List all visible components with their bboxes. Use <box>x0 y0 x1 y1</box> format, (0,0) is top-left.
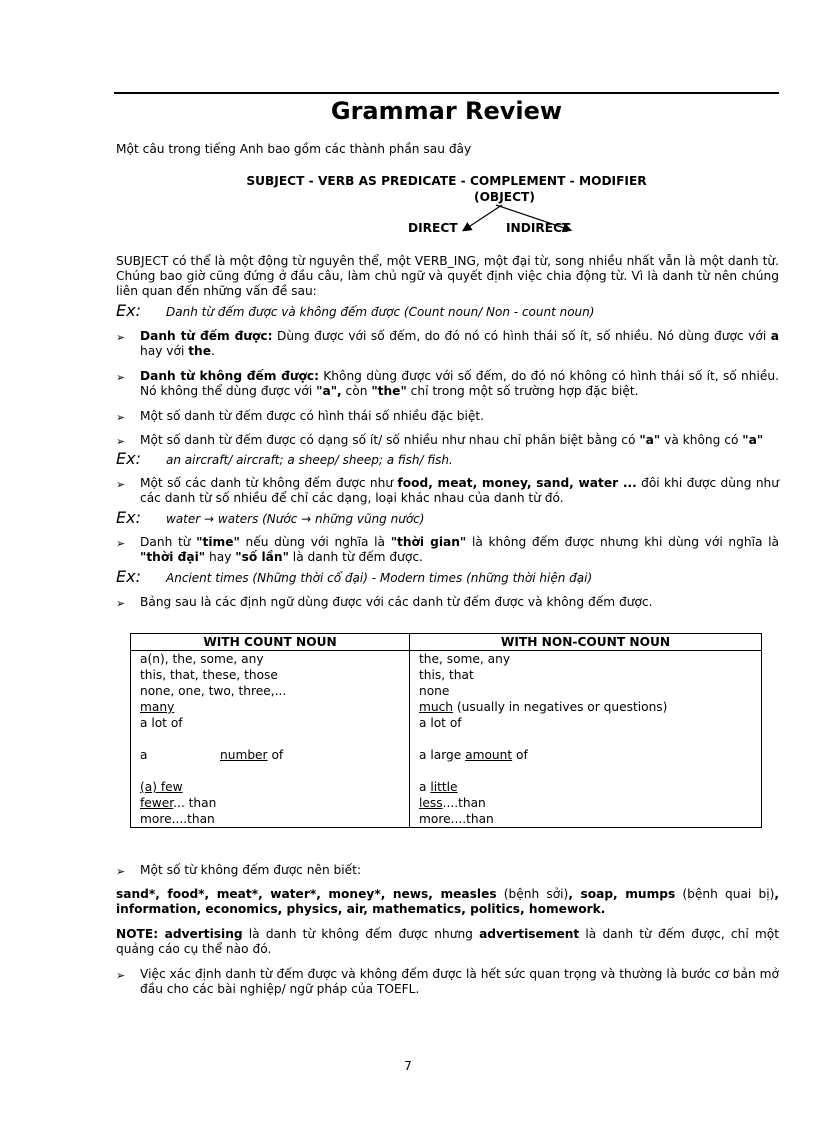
page-title: Grammar Review <box>330 97 563 125</box>
header-noncount: WITH NON-COUNT NOUN <box>410 634 762 651</box>
bullet-icon: ➢ <box>116 411 126 424</box>
formula: SUBJECT - VERB AS PREDICATE - COMPLEMENT - MODIFIER <box>246 174 647 188</box>
note-paragraph: NOTE: advertising là danh từ không đếm được nhưng advertisement là danh từ đếm được, chỉ một quảng cáo cụ thể nào đó. <box>116 927 779 956</box>
top-rule <box>114 92 779 94</box>
indirect-label: INDIRECT <box>506 221 571 235</box>
example-4: Ancient times (Những thời cổ đại) - Modern times (những thời hiện đại) <box>166 571 593 585</box>
bullet-icon: ➢ <box>116 478 126 491</box>
bullet-same-form: Một số danh từ đếm được có dạng số ít/ số nhiều như nhau chỉ phân biệt bằng có "a" và không có "a" <box>140 433 764 447</box>
ex-label: Ex: <box>116 449 141 468</box>
bullet-time: Danh từ "time" nếu dùng với nghĩa là "thời gian" là không đếm được nhưng khi dùng với nghĩa là "thời đại" hay "số lần" là danh từ đếm được. <box>140 535 779 564</box>
bullet-importance: Việc xác định danh từ đếm được và không đếm được là hết sức quan trọng và thường là bước cơ bản mở đầu cho các bài nghiệp/ ngữ pháp của TOEFL. <box>140 967 779 996</box>
bullet-countable: Danh từ đếm được: Dùng được với số đếm, do đó nó có hình thái số ít, số nhiều. Nó dùng được với a hay với the. <box>140 329 779 358</box>
bullet-icon: ➢ <box>116 969 126 982</box>
example-3: water → waters (Nước → những vũng nước) <box>166 512 425 526</box>
arrow-to-direct <box>464 205 502 230</box>
example-2: an aircraft/ aircraft; a sheep/ sheep; a fish/ fish. <box>166 453 453 467</box>
bullet-uncountable: Danh từ không đếm được: Không dùng được với số đếm, do đó nó không có hình thái số ít, số nhiều. Nó không thể dùng được với "a", còn "the" chỉ trong một số trường hợp đặc biệt. <box>140 369 779 398</box>
bullet-words-to-know: Một số từ không đếm được nên biết: <box>140 863 362 877</box>
ex-label: Ex: <box>116 301 141 320</box>
bullet-icon: ➢ <box>116 435 126 448</box>
bullet-special-plural: Một số danh từ đếm được có hình thái số nhiều đặc biệt. <box>140 409 485 423</box>
example-1: Danh từ đếm được và không đếm được (Count noun/ Non - count noun) <box>166 305 595 319</box>
noncount-cell: the, some, any this, that none much (usually in negatives or questions) a lot of a large amount of a little less....than more....than <box>410 651 762 828</box>
intro-text: Một câu trong tiếng Anh bao gồm các thành phần sau đây <box>116 142 472 156</box>
bullet-icon: ➢ <box>116 331 126 344</box>
ex-label: Ex: <box>116 567 141 586</box>
bullet-icon: ➢ <box>116 597 126 610</box>
direct-label: DIRECT <box>408 221 458 235</box>
page-number: 7 <box>404 1059 412 1073</box>
header-count: WITH COUNT NOUN <box>131 634 410 651</box>
bullet-uncountable-plural: Một số các danh từ không đếm được như food, meat, money, sand, water ... đôi khi được dùng như các danh từ số nhiều để chỉ các dạng, loại khác nhau của danh từ đó. <box>140 476 780 505</box>
bullet-icon: ➢ <box>116 865 126 878</box>
determiners-table <box>130 633 762 828</box>
bullet-table-intro: Bảng sau là các định ngữ dùng được với các danh từ đếm được và không đếm được. <box>140 595 653 609</box>
bullet-icon: ➢ <box>116 371 126 384</box>
ex-label: Ex: <box>116 508 141 527</box>
bullet-icon: ➢ <box>116 537 126 550</box>
subject-paragraph: SUBJECT có thể là một động từ nguyên thể, một VERB_ING, một đại từ, song nhiều nhất vẫn là một danh từ. Chúng bao giờ cũng đứng ở đầu câu, làm chủ ngữ và quyết định việc chia động từ. Vì là danh từ nên chúng liên quan đến những vấn đề sau: <box>116 254 779 298</box>
object-label: (OBJECT) <box>474 190 535 204</box>
uncountable-list: sand*, food*, meat*, water*, money*, news, measles (bệnh sởi), soap, mumps (bệnh quai bị), information, economics, physics, air, mathematics, politics, homework. <box>116 887 779 916</box>
count-cell: a(n), the, some, any this, that, these, those none, one, two, three,... many a lot of a number of (a) few fewer... than more....than <box>131 651 410 828</box>
